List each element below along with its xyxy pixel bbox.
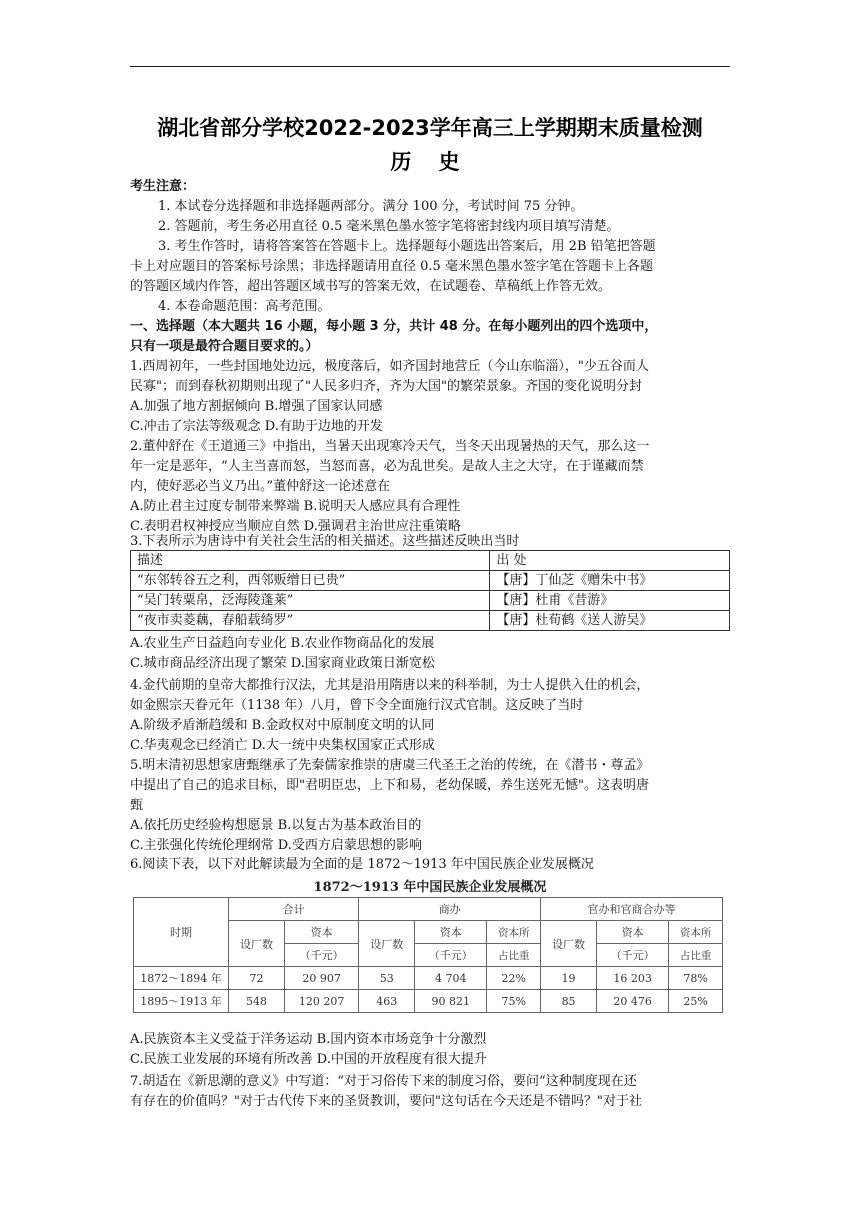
table-header-cell: 占比重	[669, 944, 723, 967]
table-header-cell: 资本	[597, 921, 669, 944]
table-header-cell: 资本	[284, 921, 358, 944]
table-row	[134, 990, 723, 1013]
table-cell: 16 203	[597, 967, 669, 990]
table-row	[134, 967, 723, 990]
table-cell: 1872～1894 年	[134, 967, 229, 990]
table-cell: 【唐】杜荀鹤《送人游吴》	[490, 611, 730, 631]
table-header-cell: 描述	[131, 551, 490, 571]
table-cell: 90 821	[415, 990, 487, 1013]
table-cell: 19	[541, 967, 597, 990]
table-row	[131, 611, 730, 631]
question-6-options: A.民族资本主义受益于洋务运动 B.国内资本市场竞争十分激烈	[130, 1032, 487, 1047]
table-header-cell: 官办和官商合办等	[541, 898, 723, 921]
question-4-stem: 4.金代前期的皇帝大都推行汉法，尤其是沿用隋唐以来的科举制，为士人提供入仕的机会，	[130, 678, 650, 693]
question-1-stem: 民寡"；而到春秋初期则出现了"人民多归齐，齐为大国"的繁荣景象。齐国的变化说明分封	[130, 379, 642, 394]
table-header-cell: 占比重	[487, 944, 541, 967]
table-cell: 120 207	[284, 990, 358, 1013]
notice-item: 2. 答题前，考生务必用直径 0.5 毫米黑色墨水签字笔将密封线内项目填写清楚。	[158, 219, 620, 234]
question-6-table-title: 1872～1913 年中国民族企业发展概况	[313, 880, 547, 895]
table-cell: 25%	[669, 990, 723, 1013]
question-6-options: C.民族工业发展的环境有所改善 D.中国的开放程度有很大提升	[130, 1052, 487, 1067]
table-header-cell: （千元）	[284, 944, 358, 967]
question-7-stem: 7.胡适在《新思潮的意义》中写道：“对于习俗传下来的制度习俗，要问“这种制度现在还	[130, 1074, 637, 1089]
question-2-stem: 内，使好恶必当义乃出。”董仲舒这一论述意在	[130, 479, 391, 494]
table-cell: 22%	[487, 967, 541, 990]
table-cell: “东邻转谷五之利，西邻贩缯日已贵”	[131, 571, 490, 591]
exam-title: 湖北省部分学校2022-2023学年高三上学期期末质量检测	[157, 116, 703, 140]
table-cell: 463	[359, 990, 415, 1013]
question-1-options: C.冲击了宗法等级观念 D.有助于边地的开发	[130, 419, 383, 434]
question-3-table	[130, 550, 730, 631]
table-cell: 548	[229, 990, 285, 1013]
question-5-options: C.主张强化传统伦理纲常 D.受西方启蒙思想的影响	[130, 838, 422, 853]
table-header-cell: 设厂数	[541, 921, 597, 967]
table-header-cell: （千元）	[597, 944, 669, 967]
notice-item: 3. 考生作答时，请将答案答在答题卡上。选择题每小题选出答案后，用 2B 铅笔把答题	[158, 239, 656, 254]
table-header-cell: 资本	[415, 921, 487, 944]
question-4-options: A.阶级矛盾渐趋缓和 B.金政权对中原制度文明的认同	[130, 718, 435, 733]
question-2-stem: 年一定是恶年，“人主当喜而怒，当怒而喜，必为乱世矣。是故人主之大守，在于谨藏而禁	[130, 459, 644, 474]
table-header-row	[134, 898, 723, 921]
table-cell: 【唐】丁仙芝《赠朱中书》	[490, 571, 730, 591]
table-header-cell: 设厂数	[359, 921, 415, 967]
table-cell: 75%	[487, 990, 541, 1013]
table-header-row	[131, 551, 730, 571]
question-2-options: C.表明君权神授应当顺应自然 D.强调君主治世应注重策略	[130, 519, 461, 534]
table-cell: 20 476	[597, 990, 669, 1013]
notice-item: 4. 本卷命题范围：高考范围。	[158, 299, 331, 314]
question-2-stem: 2.董仲舒在《王道通三》中指出，当暑天出现寒冷天气，当冬天出现暑热的天气，那么这一	[130, 439, 650, 454]
section-heading: 一、选择题（本大题共 16 小题，每小题 3 分，共计 48 分。在每小题列出的四个选项中，	[130, 319, 658, 334]
question-1-options: A.加强了地方割据倾向 B.增强了国家认同感	[130, 399, 383, 414]
table-cell: 【唐】杜甫《昔游》	[490, 591, 730, 611]
table-row	[131, 571, 730, 591]
notice-item: 的答题区域内作答，超出答题区域书写的答案无效，在试题卷、草稿纸上作答无效。	[130, 279, 612, 294]
subject-title: 历 史	[390, 150, 470, 174]
question-7-stem: 有存在的价值吗？"对于古代传下来的圣贤教训，要问"这句话在今天还是不错吗？"对于社	[130, 1094, 642, 1109]
table-header-cell: 商办	[359, 898, 541, 921]
question-5-options: A.依托历史经验构想愿景 B.以复古为基本政治目的	[130, 818, 422, 833]
table-header-cell: 合计	[229, 898, 359, 921]
question-2-options: A.防止君主过度专制带来弊端 B.说明天人感应具有合理性	[130, 499, 461, 514]
table-header-cell: 资本所	[487, 921, 541, 944]
table-header-cell: 设厂数	[229, 921, 285, 967]
question-3-stem: 3.下表所示为唐诗中有关社会生活的相关描述。这些描述反映出当时	[130, 534, 520, 549]
question-4-stem: 如金熙宗天眷元年（1138 年）八月，曾下令全面施行汉式官制。这反映了当时	[130, 698, 584, 713]
question-3-options: C.城市商品经济出现了繁荣 D.国家商业政策日渐宽松	[130, 656, 435, 671]
section-heading: 只有一项是最符合题目要求的。）	[130, 339, 319, 354]
question-1-stem: 1.西周初年，一些封国地处边远，极度落后，如齐国封地营丘（今山东临淄），"少五谷而人	[130, 359, 649, 374]
notice-heading: 考生注意：	[130, 179, 196, 194]
question-6-table	[133, 897, 723, 1013]
question-4-options: C.华夷观念已经消亡 D.大一统中央集权国家正式形成	[130, 738, 435, 753]
table-cell: 4 704	[415, 967, 487, 990]
header-rule	[130, 66, 730, 67]
notice-item: 卡上对应题目的答案标号涂黑；非选择题请用直径 0.5 毫米黑色墨水签字笔在答题卡上各题	[130, 259, 653, 274]
table-header-cell: （千元）	[415, 944, 487, 967]
notice-item: 1. 本试卷分选择题和非选择题两部分。满分 100 分，考试时间 75 分钟。	[158, 199, 584, 214]
table-cell: “吴门转粟帛，泛海陵蓬莱”	[131, 591, 490, 611]
table-header-cell: 出 处	[490, 551, 730, 571]
table-cell: 20 907	[284, 967, 358, 990]
table-cell: 72	[229, 967, 285, 990]
table-header-cell: 时期	[134, 898, 229, 967]
question-6-stem: 6.阅读下表，以下对此解读最为全面的是 1872～1913 年中国民族企业发展概况	[130, 857, 594, 872]
table-cell: 53	[359, 967, 415, 990]
question-5-stem: 中提出了自己的追求目标，即"君明臣忠，上下和易，老幼保暖，养生送死无憾"。这表明唐	[130, 778, 649, 793]
question-5-stem: 甄	[130, 798, 144, 813]
table-header-cell: 资本所	[669, 921, 723, 944]
table-cell: 85	[541, 990, 597, 1013]
question-5-stem: 5.明末清初思想家唐甄继承了先秦儒家推崇的唐虞三代圣王之治的传统，在《潜书・尊孟》	[130, 758, 650, 773]
table-cell: 78%	[669, 967, 723, 990]
table-cell: 1895～1913 年	[134, 990, 229, 1013]
question-3-options: A.农业生产日益趋向专业化 B.农业作物商品化的发展	[130, 636, 435, 651]
table-row	[131, 591, 730, 611]
table-cell: “夜市卖菱藕，春船载绮罗”	[131, 611, 490, 631]
